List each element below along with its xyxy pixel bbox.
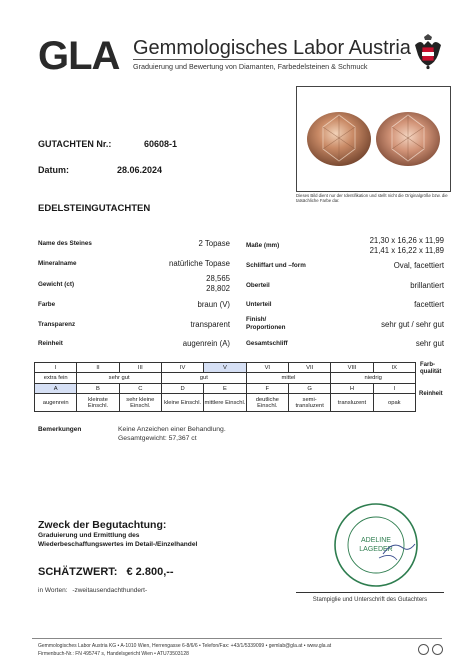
signature-line — [296, 592, 444, 593]
clarity-word: augenrein — [35, 394, 77, 412]
section-title: EDELSTEINGUTACHTEN — [38, 203, 151, 214]
svg-text:ADELINE: ADELINE — [361, 537, 391, 544]
prop-label-mineral: Mineralname — [38, 260, 77, 267]
purpose-line-2: Wiederbeschaffungswertes im Detail-/Einzelhandel — [38, 541, 198, 548]
header-divider — [133, 59, 401, 60]
prop-label-color: Farbe — [38, 301, 56, 308]
prop-value-weight-2: 28,802 — [206, 284, 230, 293]
gem-left — [307, 112, 371, 166]
prop-value-transparency: transparent — [190, 320, 230, 329]
grade-table — [34, 362, 416, 412]
prop-value-name: 2 Topase — [198, 239, 230, 248]
prop-label-finish: Finish/ — [246, 316, 267, 323]
badge-icon — [432, 644, 443, 655]
photo-caption: Dieses Bild dient nur der Identifikation und stellt nicht die Originalgröße bzw. die tatsächliche Farbe dar. — [296, 193, 448, 204]
austrian-eagle-crest-icon — [411, 33, 445, 73]
clarity-word: sehr kleine Einschl. — [119, 394, 161, 412]
prop-label-cut: Schliffart und –form — [246, 262, 306, 269]
purpose-line-1: Graduierung und Ermittlung des — [38, 532, 140, 539]
prop-value-clarity: augenrein (A) — [182, 339, 230, 348]
clarity-word: opak — [373, 394, 415, 412]
clarity-word: deutliche Einschl. — [246, 394, 288, 412]
color-grade-selected: V — [204, 363, 246, 373]
report-number: 60608-1 — [144, 139, 178, 149]
prop-value-overall: sehr gut — [415, 339, 444, 348]
footer-address: Gemmologisches Labor Austria KG • A-1010 Wien, Herrengasse 6-8/6/6 • Telefon/Fax: +43/1/5339099 • gemlab@gla.at • www.gla.at — [38, 643, 332, 649]
color-word: mittel — [246, 373, 331, 384]
valuation-words-value: -zweitausendachthundert- — [72, 587, 148, 594]
signature-caption: Stampiglie und Unterschrift des Gutachters — [312, 597, 428, 603]
prop-label-pavilion: Unterteil — [246, 301, 272, 308]
lab-name: Gemmologisches Labor Austria — [133, 37, 411, 59]
badge-icon — [418, 644, 429, 655]
lab-logo: GLA — [38, 34, 120, 78]
gemstone-photo — [296, 86, 451, 192]
color-word: gut — [161, 373, 246, 384]
clarity-word-row — [35, 394, 416, 412]
clarity-grade: B — [77, 384, 119, 394]
color-word: niedrig — [331, 373, 416, 384]
purpose-title: Zweck der Begutachtung: — [38, 519, 167, 531]
clarity-grade: H — [331, 384, 373, 394]
prop-label-proportions: Proportionen — [246, 324, 286, 331]
footer-registry: Firmenbuch-Nr.: FN 495747 s, Handelsgericht Wien • ATU73503128 — [38, 651, 189, 657]
remarks-line-1: Keine Anzeichen einer Behandlung. — [118, 426, 226, 433]
prop-value-mineral: natürliche Topase — [169, 259, 230, 268]
prop-label-weight: Gewicht (ct) — [38, 281, 75, 288]
svg-text:LAGEDER: LAGEDER — [359, 546, 393, 553]
clarity-word: mittlere Einschl. — [204, 394, 246, 412]
color-grade: VII — [288, 363, 330, 373]
color-word: sehr gut — [77, 373, 162, 384]
color-word-row — [35, 373, 416, 384]
prop-label-transparency: Transparenz — [38, 321, 76, 328]
appraiser-stamp-seal — [333, 502, 419, 588]
remarks-label: Bemerkungen — [38, 426, 82, 433]
clarity-grade: I — [373, 384, 415, 394]
color-grade: I — [35, 363, 77, 373]
valuation — [38, 566, 174, 578]
prop-value-crown: brillantiert — [410, 281, 444, 290]
prop-label-dimensions: Maße (mm) — [246, 242, 280, 249]
clarity-grade: E — [204, 384, 246, 394]
prop-label-clarity: Reinheit — [38, 340, 63, 347]
clarity-word: semi-transluzent — [288, 394, 330, 412]
report-date: 28.06.2024 — [117, 165, 163, 175]
color-grade: III — [119, 363, 161, 373]
color-number-row — [35, 363, 416, 373]
clarity-header: Reinheit — [419, 391, 443, 397]
valuation-label: SCHÄTZWERT: — [38, 566, 118, 578]
valuation-words — [38, 587, 147, 594]
color-grade: IV — [161, 363, 203, 373]
prop-label-overall: Gesamtschliff — [246, 340, 288, 347]
prop-value-pavilion: facettiert — [414, 300, 444, 309]
valuation-value: € 2.800,-- — [126, 566, 174, 578]
prop-label-name: Name des Steines — [38, 240, 92, 247]
prop-value-finish: sehr gut / sehr gut — [381, 320, 444, 329]
clarity-word: kleinste Einschl. — [77, 394, 119, 412]
gem-right — [376, 112, 440, 166]
clarity-grade: D — [161, 384, 203, 394]
clarity-grade: F — [246, 384, 288, 394]
color-grade: VIII — [331, 363, 373, 373]
clarity-grade: G — [288, 384, 330, 394]
prop-value-color: braun (V) — [197, 300, 230, 309]
clarity-grade-selected: A — [35, 384, 77, 394]
clarity-grade: C — [119, 384, 161, 394]
report-number-label: GUTACHTEN Nr.: — [38, 139, 112, 149]
prop-value-weight-1: 28,565 — [206, 274, 230, 283]
footer-badges — [418, 644, 443, 655]
color-word: extra fein — [35, 373, 77, 384]
report-date-label: Datum: — [38, 165, 69, 175]
remarks-line-2: Gesamtgewicht: 57,367 ct — [118, 435, 197, 442]
prop-value-dimensions-1: 21,30 x 16,26 x 11,99 — [369, 236, 444, 245]
valuation-words-label: in Worten: — [38, 587, 68, 594]
color-grade: IX — [373, 363, 415, 373]
footer-divider — [32, 638, 442, 639]
clarity-word: kleine Einschl. — [161, 394, 203, 412]
color-quality-header: Farb-qualität — [420, 362, 442, 375]
prop-value-cut: Oval, facettiert — [393, 261, 444, 270]
lab-tagline: Graduierung und Bewertung von Diamanten, Farbedelsteinen & Schmuck — [133, 62, 368, 71]
color-grade: VI — [246, 363, 288, 373]
color-grade: II — [77, 363, 119, 373]
prop-label-crown: Oberteil — [246, 282, 270, 289]
prop-value-dimensions-2: 21,41 x 16,22 x 11,89 — [369, 246, 444, 255]
clarity-word: transluzent — [331, 394, 373, 412]
clarity-letter-row — [35, 384, 416, 394]
